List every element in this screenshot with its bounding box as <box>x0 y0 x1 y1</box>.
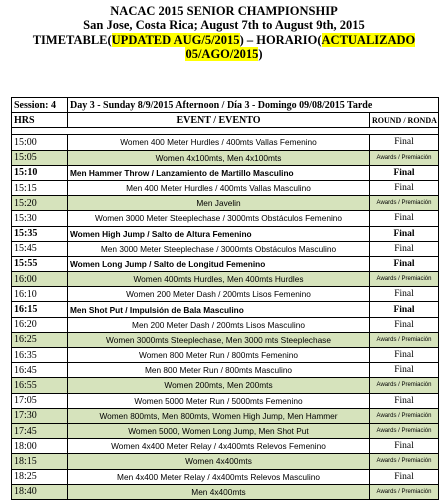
row-event: Women 4x400mts <box>68 454 370 469</box>
row-round: Final <box>370 302 439 317</box>
table-row <box>12 469 439 484</box>
row-time: 15:30 <box>12 211 68 226</box>
row-event: Women 3000 Meter Steeplechase / 3000mts Obstáculos Femenino <box>68 211 370 226</box>
row-round: Final <box>370 287 439 302</box>
row-event: Women 3000mts Steeplechase, Men 3000 mts Steeplechase <box>68 332 370 347</box>
row-round: Final <box>370 180 439 195</box>
row-time: 18:00 <box>12 439 68 454</box>
row-event: Men 400 Meter Hurdles / 400mts Vallas Masculino <box>68 180 370 195</box>
row-round: Awards / Premiación <box>370 484 439 499</box>
row-time: 17:05 <box>12 393 68 408</box>
row-time: 18:15 <box>12 454 68 469</box>
row-time: 15:15 <box>12 180 68 195</box>
actualizado-highlight: ACTUALIZADO 05/AGO/2015 <box>185 32 416 62</box>
table-row <box>12 135 439 150</box>
row-event: Women High Jump / Salto de Altura Femenino <box>68 226 370 241</box>
row-time: 16:10 <box>12 287 68 302</box>
row-time: 15:35 <box>12 226 68 241</box>
timetable-title <box>0 33 448 62</box>
timetable-title-suffix: ) <box>258 47 263 62</box>
row-time: 16:25 <box>12 332 68 347</box>
table-row <box>12 272 439 287</box>
table-row <box>12 226 439 241</box>
column-header-hrs: HRS <box>12 113 68 128</box>
row-round: Final <box>370 363 439 378</box>
row-round: Awards / Premiación <box>370 272 439 287</box>
row-event: Women 5000, Women Long Jump, Men Shot Put <box>68 423 370 438</box>
row-event: Men Shot Put / Impulsión de Bala Masculino <box>68 302 370 317</box>
updated-highlight: UPDATED AUG/5/2015 <box>111 32 240 47</box>
table-row <box>12 393 439 408</box>
session-label: Session: 4 <box>12 98 68 113</box>
row-round: Awards / Premiación <box>370 408 439 423</box>
timetable-title-mid: ) – HORARIO( <box>239 32 322 47</box>
row-event: Men Javelin <box>68 196 370 211</box>
table-row <box>12 165 439 180</box>
row-time: 16:20 <box>12 317 68 332</box>
row-round: Final <box>370 135 439 150</box>
column-header-round: ROUND / RONDA <box>370 113 439 128</box>
row-event: Women 4x100mts, Men 4x100mts <box>68 150 370 165</box>
row-time: 16:35 <box>12 348 68 363</box>
table-row <box>12 211 439 226</box>
row-event: Women 400mts Hurdles, Men 400mts Hurdles <box>68 272 370 287</box>
row-round: Awards / Premiación <box>370 454 439 469</box>
row-time: 15:20 <box>12 196 68 211</box>
row-time: 17:45 <box>12 423 68 438</box>
row-time: 16:55 <box>12 378 68 393</box>
row-time: 15:05 <box>12 150 68 165</box>
document-header <box>0 0 448 62</box>
location-dates: San Jose, Costa Rica; August 7th to August 9th, 2015 <box>83 18 365 33</box>
row-event: Women 200mts, Men 200mts <box>68 378 370 393</box>
table-row <box>12 454 439 469</box>
row-event: Men 3000 Meter Steeplechase / 3000mts Obstáculos Masculino <box>68 241 370 256</box>
row-round: Final <box>370 165 439 180</box>
row-event: Men 4x400mts <box>68 484 370 499</box>
row-round: Final <box>370 211 439 226</box>
row-event: Women 400 Meter Hurdles / 400mts Vallas Femenino <box>68 135 370 150</box>
table-row <box>12 317 439 332</box>
row-event: Men 4x400 Meter Relay / 4x400mts Relevos Masculino <box>68 469 370 484</box>
row-round: Final <box>370 256 439 271</box>
row-time: 18:25 <box>12 469 68 484</box>
row-event: Women 5000 Meter Run / 5000mts Femenino <box>68 393 370 408</box>
row-round: Final <box>370 317 439 332</box>
table-row <box>12 241 439 256</box>
schedule-table <box>11 97 439 500</box>
row-round: Final <box>370 469 439 484</box>
row-event: Women 200 Meter Dash / 200mts Lisos Femenino <box>68 287 370 302</box>
table-row <box>12 408 439 423</box>
row-event: Women 800mts, Men 800mts, Women High Jump, Men Hammer <box>68 408 370 423</box>
row-round: Final <box>370 393 439 408</box>
row-round: Awards / Premiación <box>370 196 439 211</box>
row-round: Final <box>370 226 439 241</box>
session-day: Day 3 - Sunday 8/9/2015 Afternoon / Día 3 - Domingo 09/08/2015 Tarde <box>68 98 439 113</box>
table-row <box>12 439 439 454</box>
row-event: Men Hammer Throw / Lanzamiento de Martillo Masculino <box>68 165 370 180</box>
column-header-event: EVENT / EVENTO <box>68 113 370 128</box>
row-round: Awards / Premiación <box>370 423 439 438</box>
table-row <box>12 256 439 271</box>
row-time: 15:55 <box>12 256 68 271</box>
table-row <box>12 332 439 347</box>
row-round: Awards / Premiación <box>370 332 439 347</box>
table-row <box>12 302 439 317</box>
spacer-row <box>12 128 439 135</box>
session-row <box>12 98 439 113</box>
row-round: Final <box>370 439 439 454</box>
row-round: Awards / Premiación <box>370 378 439 393</box>
row-time: 16:45 <box>12 363 68 378</box>
table-row <box>12 378 439 393</box>
row-event: Men 800 Meter Run / 800mts Masculino <box>68 363 370 378</box>
column-header-row <box>12 113 439 128</box>
row-time: 17:30 <box>12 408 68 423</box>
championship-title: NACAC 2015 SENIOR CHAMPIONSHIP <box>110 4 338 18</box>
row-event: Women 800 Meter Run / 800mts Femenino <box>68 348 370 363</box>
timetable-title-prefix: TIMETABLE( <box>32 32 112 47</box>
row-time: 18:40 <box>12 484 68 499</box>
table-row <box>12 196 439 211</box>
row-round: Final <box>370 348 439 363</box>
row-event: Men 200 Meter Dash / 200mts Lisos Masculino <box>68 317 370 332</box>
table-row <box>12 423 439 438</box>
table-row <box>12 348 439 363</box>
row-time: 16:00 <box>12 272 68 287</box>
table-row <box>12 363 439 378</box>
row-time: 15:45 <box>12 241 68 256</box>
table-row <box>12 180 439 195</box>
row-time: 16:15 <box>12 302 68 317</box>
row-round: Final <box>370 241 439 256</box>
table-row <box>12 150 439 165</box>
row-time: 15:10 <box>12 165 68 180</box>
row-event: Women 4x400 Meter Relay / 4x400mts Relevos Femenino <box>68 439 370 454</box>
row-time: 15:00 <box>12 135 68 150</box>
row-round: Awards / Premiación <box>370 150 439 165</box>
table-row <box>12 287 439 302</box>
table-row <box>12 484 439 499</box>
row-event: Women Long Jump / Salto de Longitud Femenino <box>68 256 370 271</box>
